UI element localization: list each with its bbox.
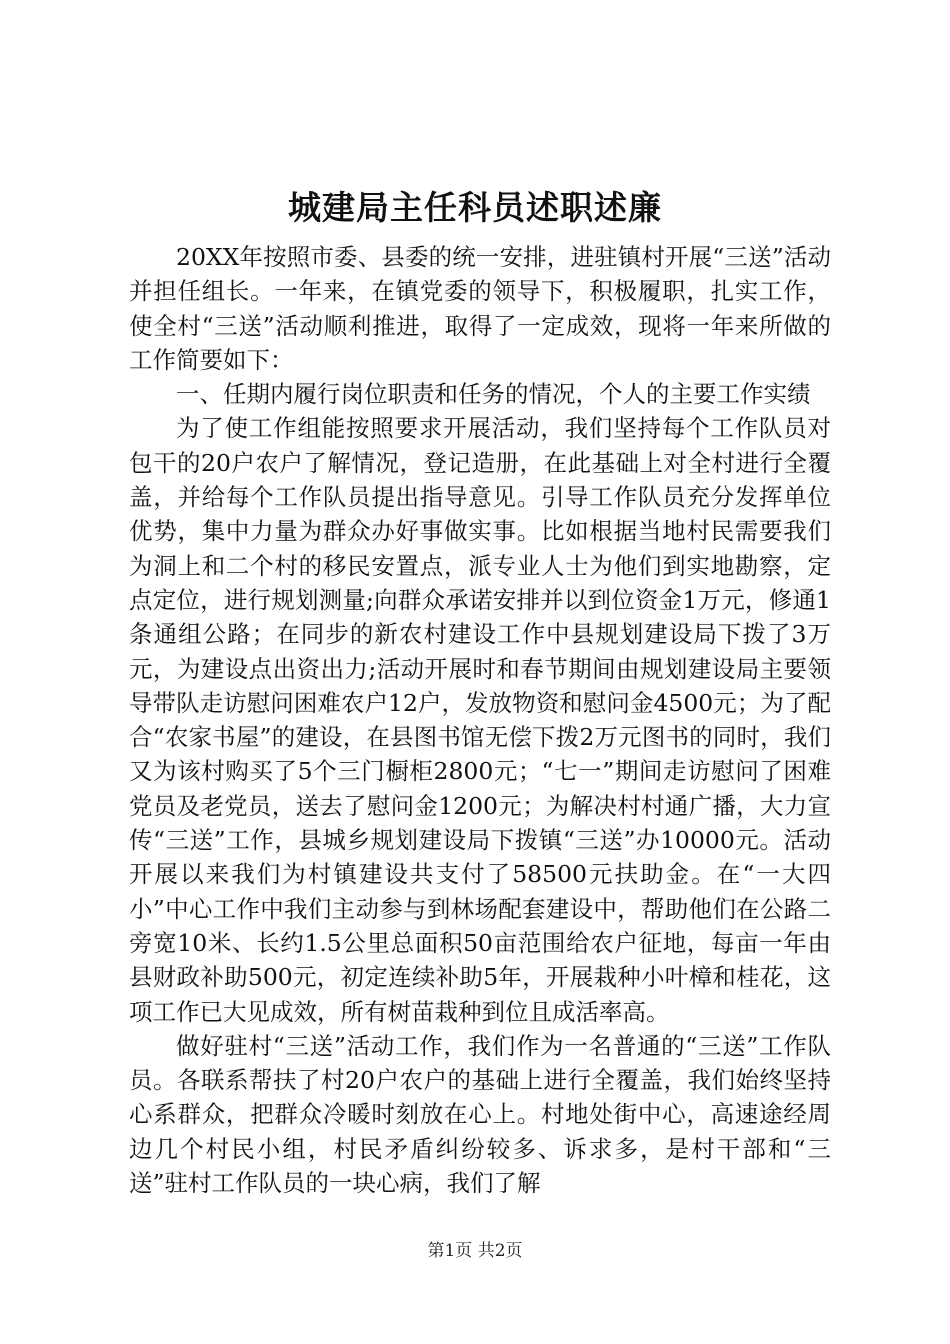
document-title: 城建局主任科员述职述廉 bbox=[288, 188, 662, 227]
paragraph-village-work: 做好驻村“三送”活动工作，我们作为一名普通的“三送”工作队员。各联系帮扶了村20户农户的基础上进行全覆盖，我们始终坚持心系群众，把群众冷暖时刻放在心上。村地处街中心，高速途经周边几个村民小组，村民矛盾纠纷较多、诉求多，是村干部和“三送”驻村工作队员的一块心病，我们了解 bbox=[129, 1031, 831, 1198]
paragraph-work-details: 为了使工作组能按照要求开展活动，我们坚持每个工作队员对包干的20户农户了解情况，登记造册，在此基础上对全村进行全覆盖，并给每个工作队员提出指导意见。引导工作队员充分发挥单位优势，集中力量为群众办好事做实事。比如根据当地村民需要我们为洞上和二个村的移民安置点，派专业人士为他们到实地勘察，定点定位，进行规划测量;向群众承诺安排并以到位资金1万元，修通1条通组公路；在同步的新农村建设工作中县规划建设局下拨了3万元，为建设点出资出力;活动开展时和春节期间由规划建设局主要领导带队走访慰问困难农户12户，发放物资和慰问金4500元；为了配合“农家书屋”的建设，在县图书馆无偿下拨2万元图书的同时，我们又为该村购买了5个三门橱柜2800元；“七一”期间走访慰问了困难党员及老党员，送去了慰问金1200元；为解决村村通广播，大力宣传“三送”工作，县城乡规划建设局下拨镇“三送”办10000元。活动开展以来我们为村镇建设共支付了58500元扶助金。在“一大四小”中心工作中我们主动参与到林场配套建设中，帮助他们在公路二旁宽10米、长约1.5公里总面积50亩范围给农户征地，每亩一年由县财政补助500元，初定连续补助5年，开展栽种小叶樟和桂花，这项工作已大见成效，所有树苗栽种到位且成活率高。 bbox=[129, 414, 831, 1026]
paragraph-section-heading: 一、任期内履行岗位职责和任务的情况，个人的主要工作实绩 bbox=[176, 380, 811, 409]
document-body bbox=[129, 240, 831, 1200]
paragraph-intro: 20XX年按照市委、县委的统一安排，进驻镇村开展“三送”活动并担任组长。一年来，在镇党委的领导下，积极履职，扎实工作，使全村“三送”活动顺利推进，取得了一定成效，现将一年来所做的工作简要如下： bbox=[129, 243, 831, 374]
page-number-footer: 第1页 共2页 bbox=[427, 1241, 523, 1261]
